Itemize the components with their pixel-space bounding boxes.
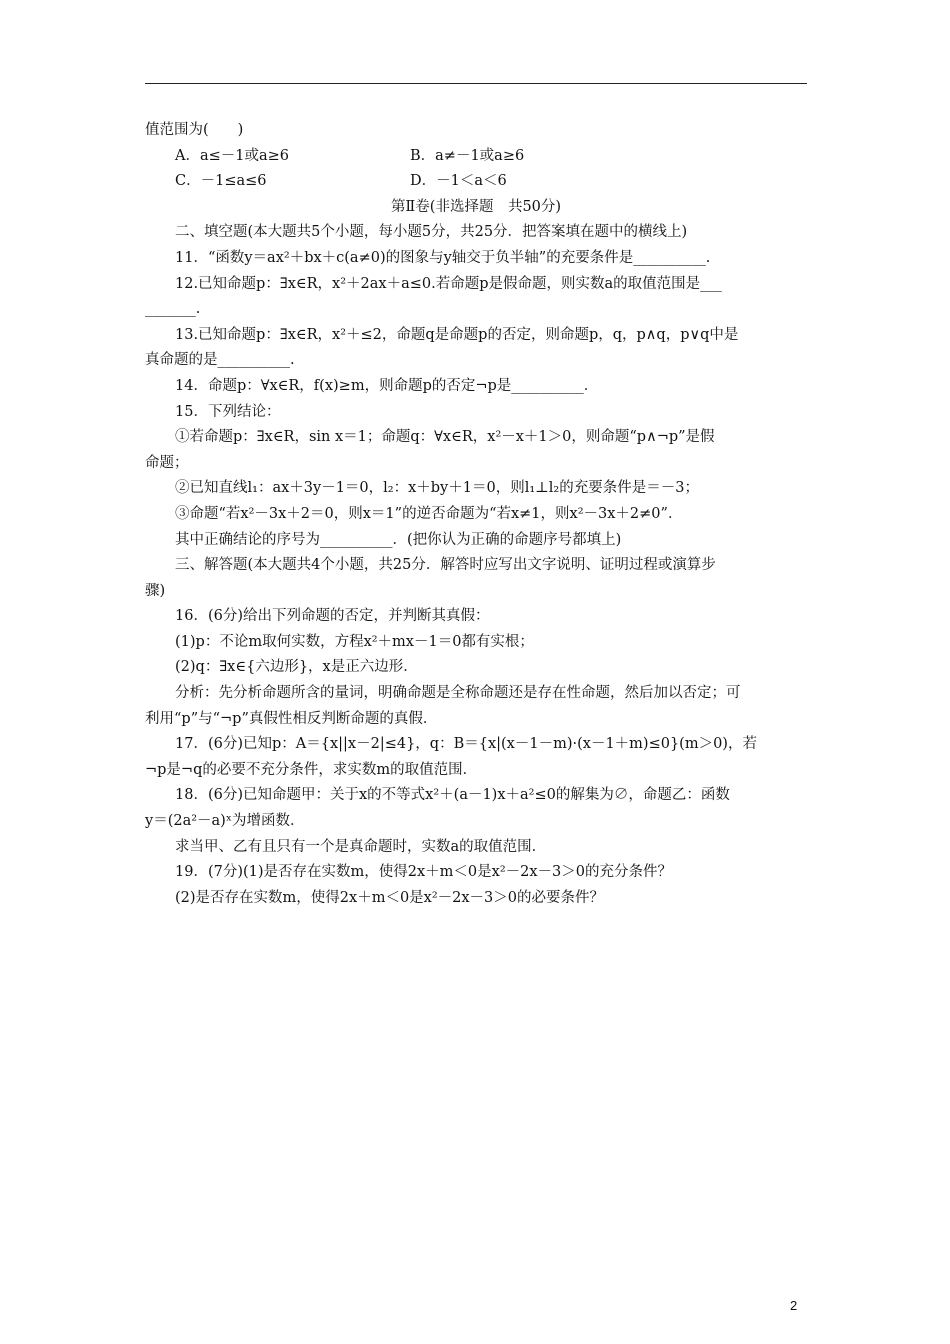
header-rule xyxy=(145,83,807,84)
question-10-tail: 值范围为( ) xyxy=(145,122,244,138)
question-16-part-2: (2)q：∃x∈{六边形}，x是正六边形． xyxy=(175,659,418,676)
question-15: 15．下列结论： xyxy=(175,403,281,420)
question-15-item-2: ②已知直线l₁：ax＋3y－1＝0，l₂：x＋by＋1＝0，则l₁⊥l₂的充要条件是＝－3； xyxy=(175,480,699,497)
section-fill-in-heading: 二、填空题(本大题共5个小题，每小题5分，共25分．把答案填在题中的横线上) xyxy=(175,224,688,241)
question-13: 13.已知命题p：∃x∈R，x²＋≤2，命题q是命题p的否定，则命题p，q，p∧q，p∨q中是 xyxy=(175,326,739,343)
question-15-item-1: ①若命题p：∃x∈R，sin x＝1；命题q：∀x∈R，x²－x＋1＞0，则命题“p∧¬p”是假 xyxy=(175,429,715,446)
question-16-analysis-cont: 利用“p”与“¬p”真假性相反判断命题的真假． xyxy=(145,710,438,727)
choices-row-ab xyxy=(145,144,807,170)
question-16: 16．(6分)给出下列命题的否定，并判断其真假： xyxy=(175,608,490,625)
choice-a: A．a≤－1或a≥6 xyxy=(175,147,290,164)
page-number: 2 xyxy=(790,1298,798,1313)
question-15-item-3: ③命题“若x²－3x＋2＝0，则x＝1”的逆否命题为“若x≠1，则x²－3x＋2≠0”． xyxy=(175,505,683,522)
question-19-part-1: 19．(7分)(1)是否存在实数m，使得2x＋m＜0是x²－2x－3＞0的充分条件？ xyxy=(175,864,672,881)
question-12-cont: _______. xyxy=(145,301,201,318)
section-answer-heading: 三、解答题(本大题共4个小题，共25分．解答时应写出文字说明、证明过程或演算步 xyxy=(175,557,716,574)
question-12: 12.已知命题p：∃x∈R，x²＋2ax＋a≤0.若命题p是假命题，则实数a的取值范围是___ xyxy=(175,275,722,292)
question-19-part-2: (2)是否存在实数m，使得2x＋m＜0是x²－2x－3＞0的必要条件？ xyxy=(175,889,605,906)
question-15-item-1-cont: 命题； xyxy=(145,454,189,471)
choice-b: B．a≠－1或a≥6 xyxy=(410,147,525,164)
question-15-prompt: 其中正确结论的序号为__________．(把你认为正确的命题序号都填上) xyxy=(175,531,622,548)
page-body xyxy=(145,118,807,911)
question-18-task: 求当甲、乙有且只有一个是真命题时，实数a的取值范围． xyxy=(175,838,547,855)
question-16-analysis: 分析：先分析命题所含的量词，明确命题是全称命题还是存在性命题，然后加以否定；可 xyxy=(175,685,741,702)
choices-row-cd xyxy=(145,169,807,195)
question-17: 17．(6分)已知p：A＝{x||x－2|≤4}，q：B＝{x|(x－1－m)·(x－1＋m)≤0}(m＞0)，若 xyxy=(175,736,757,753)
question-16-part-1: (1)p：不论m取何实数，方程x²＋mx－1＝0都有实根； xyxy=(175,633,534,650)
choice-d: D．－1＜a＜6 xyxy=(410,173,507,190)
choice-c: C．－1≤a≤6 xyxy=(175,173,267,190)
question-18-cont: y＝(2a²－a)ˣ为增函数． xyxy=(145,813,305,830)
question-14: 14．命题p：∀x∈R，f(x)≥m，则命题p的否定¬p是__________． xyxy=(175,377,599,394)
question-11: 11．“函数y＝ax²＋bx＋c(a≠0)的图象与y轴交于负半轴”的充要条件是__________. xyxy=(175,249,711,266)
part-2-title: 第Ⅱ卷(非选择题 共50分) xyxy=(390,198,562,215)
question-18: 18．(6分)已知命题甲：关于x的不等式x²＋(a－1)x＋a²≤0的解集为∅，命题乙：函数 xyxy=(175,787,730,804)
question-17-cont: ¬p是¬q的必要不充分条件，求实数m的取值范围． xyxy=(145,761,478,778)
question-13-cont: 真命题的是__________. xyxy=(145,352,295,369)
section-answer-heading-cont: 骤) xyxy=(145,582,166,599)
